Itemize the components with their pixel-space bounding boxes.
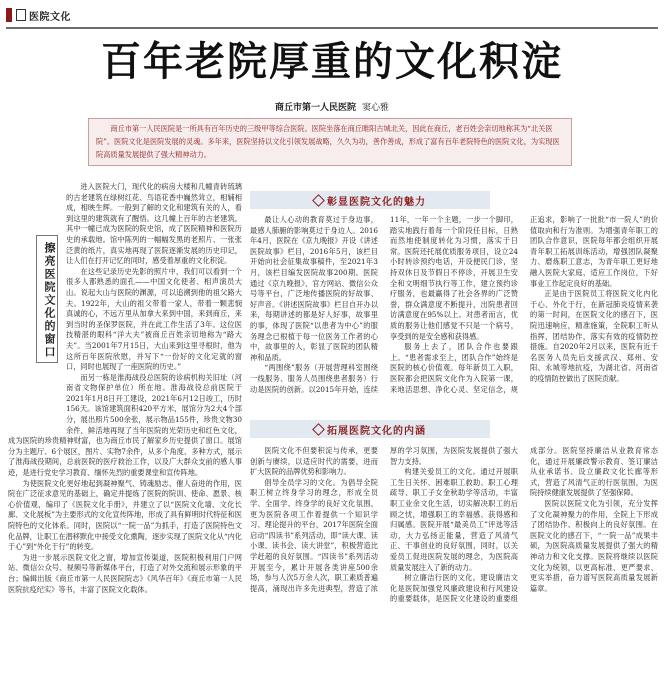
section2-paragraph: 医院文化不但要积淀与传承，更要创新与赓续，以适应时代的需要，进而扩大医院的品牌优势和影响力。 — [250, 446, 378, 477]
section2-body — [250, 446, 658, 694]
section-heading-text: 拓展医院文化的内涵 — [327, 425, 426, 437]
col1-paragraph: 在这些记录历史先影的照片中，我们可以看到一个很多人都熟悉的面孔——中国文化使者、相声演员大山。说起大山与医院的渊源，可以追溯到他的祖父路大夫。1922年，大山的祖父带着一家人，带着一颗悲悯真诚的心，不远万里从加拿大来到中国，来到商丘，来到当时的圣保罗医院，并在此工作生活了3年。这位医技精湛的眼科“洋大夫”被商丘百姓亲切地称为“路大夫”。当2001年7月15日，大山来到这里寻根时，他为这所百年医院欣慰，并写下“一份好的文化定就的窗口，同时也展现了一座医院的历史。” — [66, 266, 242, 372]
section2-paragraph: 树立廉洁行医的文化。建设廉洁文化是医院加强党风廉政建设和行风建设的重要载体，是医院文化建设的重要组成部分。医院坚持廉洁从业教育常态化，通过开展廉政警示教育、签订廉洁从业承诺书、设立廉政文化长廊等形式，营造了风清气正的行医氛围，为医院持续健康发展提供了坚强保障。 — [390, 446, 658, 604]
hospital-icon — [16, 9, 26, 21]
byline — [0, 100, 664, 113]
section-header — [6, 7, 71, 23]
section1-paragraph: 最让人心动的教育莫过于身边事，最感人肺腑的影响莫过于身边人。2016年4月，医院在《京九晚报》开设《讲述医院故事》栏目，2016年5月，该栏目开始向社会征集故事稿件，至2021年3月，该栏目编发医院故事200期。医院通过《京九晚报》、官方网站、微信公众号等平台，广泛地传播医院的好故事、好声音。《讲述医院故事》栏目自开办以来，每期讲述的都是好人好事，故事里的事，体现了医院“以患者为中心”的服务理念已根植于每一位医务工作者的心中，故事里的人，彰显了医院的团队精神和品质。 — [250, 215, 378, 362]
section-heading-charm — [250, 191, 490, 209]
byline-org: 商丘市第一人民医院 — [274, 103, 356, 113]
section2-paragraph: 医院以医院文化为引领，充分发挥了文化凝神聚力的作用，全院上下形成了团结协作、积极向上的良好氛围。在医院文化的感召下，“一院一品”成果丰硕，为医院高质量发展提供了强大的精神动力和文化支撑。医院将继续以医院文化为统领，以更高标准、更严要求、更实举措，奋力谱写医院高质量发展新篇章。 — [530, 498, 658, 593]
diamond-icon — [312, 194, 325, 207]
col1-paragraph: 进入医院大门，现代化的病房大楼和几幢青砖琉璃的古老建筑在绿树红花、鸟语花香中巍然耸立，相辅相成，相映生辉。一般到了解的文化和建筑有关的人，看到这里的建筑就有了醒悟。这几幢上百年的古老建筑，其中一幢已成为医院的院史馆，成了医院精神和医院历史的承载地。馆中陈列的一幅幅发黑的老照片、一张张泛黄的纸片，真实地再现了医院逐渐发展的历史印记，让人们在打开记忆的同时，感受着厚重的文化积淀。 — [66, 182, 242, 266]
page-title: 百年老院厚重的文化积淀 — [101, 39, 563, 85]
header-divider — [6, 27, 658, 29]
section-label: 医院文化 — [29, 11, 71, 23]
intro-paragraph: 商丘市第一人民医院是一所具有百年历史的三级甲等综合医院。医院坐落在商丘睢阳古城北关，因此在商丘，老百姓会亲切地称其为“北关医院”。医院文化是医院发展的灵魂。多年来，医院坚持以文化引领发展战略，久久为功，善作善成，形成了富有百年老院特色的医院文化，为实现医院高质量发展提供了强大精神动力。 — [96, 124, 560, 159]
section1-paragraph: 服务上去了，团队合作也要跟上。“患者需求至上，团队合作”始终是医院的核心价值观。每年新员工入职，医院都会把医院文化作为入院第一课，来地活思想、净化心灵、坚定信念，规正追求，影响了一批批“市一院人”的价值取向和行为准则。为增强青年职工的团队合作意识，医院每年都会组织开展青年职工拓展训练活动，增强团队凝聚力、磨炼职工意志，为青年职工更好地融入医院大家庭、适应工作岗位，下好事业工作起定良好的基础。 — [390, 215, 658, 394]
byline-author: 窦心雅 — [362, 103, 390, 113]
side-title: 擦亮医院文化的窗口 — [43, 242, 56, 359]
diamond-icon — [312, 423, 325, 436]
col1-paragraph: 为进一步展示医院文化之窗，增加宣传渠道，医院积极利用门户网站、微信公众号、视频号等新媒体平台，打造了对外交流和展示形象的平台；编辑出版《商丘市第一人民医院院志》《风华百年》《商丘市第一人民医院抗疫纪实》等书，丰富了医院文化载体。 — [8, 552, 242, 594]
section2-paragraph: 构建关爱员工的文化。通过开展职工生日关怀、困难职工救助、职工心理疏导、职工子女金秋助学等活动，丰富职工业余文化生活，切实解决职工的后顾之忧，增强职工的幸福感、获得感和归属感。医院开展“最美员工”评选等活动，大力弘扬正能量，营造了风清气正、干事创业的良好氛围，同时，以关爱员工促进医院发展的理念，为医院高质量发展注入了新的动力。 — [390, 467, 518, 572]
col1-paragraph: 为使医院文化更好地起到凝神聚气、铸魂励志、催人奋进的作用，医院在广泛征求意见的基础上，确定并提炼了医院的院训、使命、愿景、核心价值观，编印了《医院文化手册》，并建立了以“医院文化墙、文化长廊、文化展板”为主要形式的文化宣传阵地，形成了具有鲜明时代特征和医院特色的文化体系。同时，医院以“一院一品”为抓手，打造了医院特色文化品牌，让职工在潜移默化中接受文化熏陶，逐步实现了医院文化从“内化于心”到“外化于行”的转变。 — [8, 478, 242, 552]
section-heading-text: 彰显医院文化的魅力 — [327, 196, 426, 208]
section-heading-connotation — [250, 420, 490, 438]
header-accent-bar — [6, 8, 12, 22]
section1-paragraph: “两围绕”服务（开展营理科室围绕一线服务、服务人员围绕患者服务）行动是医院的创新。以2015年开始，连续11年，一年一个主题，一步一个脚印，踏实地践行着每一个阶段任目标，日熟而然地使制度转化为习惯，落实于日常。医院还托展优质服务项目，设立24小时转诊预约电话，开设便民门诊，坚持双休日及节假日不停诊，开展卫生安全和文明细节执行等工作，建立预约诊疗服务，也最赢得了社会各界的广泛赞誉，群众满意度不断提升，出院患者回访满意度在95%以上。对患者而言，优质的服务让他们感觉不只是一个病号，享受到的是安全感和获得感。 — [250, 215, 518, 394]
col1-paragraph: 而另一栋是淮海战役总医院的诊病机构关旧址（河南省文物保护单位）所在地。淮海战役总前医院于2021年1月8日开工建设，2021年6月12日竣工，历时156天。该馆建筑面积420平方米，展馆分为2大4个部分，展出照片500余张，展示物品155件，珍贵文物30余件，鲜活地再现了当年医院的光荣历史和红色文化，成为医院的珍贵精神财富，也为商丘市民了解家乡历史提供了窗口。展馆分为主题厅、6个展区，图片、实物7余件，从多个角度、多种方式，展示了淮海战役期间，总前医院的医疗救治工作，以及广大群众支前的感人事迹，是进行党史学习教育、缅怀先烈的重要课堂和宣传阵地。 — [8, 372, 242, 478]
section2-paragraph: 倡导全员学习的文化。为倡导全院职工树立终身学习的理念，形成全员学、全面学、终身学的良好文化氛围，更为医院各项工作着提供一个知识学习、理论提升的平台，2017年医院全面启动“四读书”系列活动，即“读大课、读小课、读书会、读大讲堂”，积极营造比学赶超的良好氛围。“四读书”系列活动开展至今，累计开展各类讲座500余场，参与人次5万余人次，职工素质普遍提高，涌现出许多先进典型，营造了浓厚的学习氛围，为医院发展提供了强大智力支持。 — [250, 446, 518, 593]
section1-paragraph: 正是由于医院员工将医院文化内化于心、外化于行，在新冠肺炎疫情来袭的第一时间，在医院文化的感召下，医院迅速响应，精准施策，全院职工听从指挥，团结协作，落实有效的疫情防控措施。自2020年2月以来，医院有近千名医务人员先后支援武汉、郑州、安阳、永城等地抗疫，为湖北省、河南省的疫情防控做出了医院贡献。 — [530, 289, 658, 383]
section1-body — [250, 215, 658, 413]
